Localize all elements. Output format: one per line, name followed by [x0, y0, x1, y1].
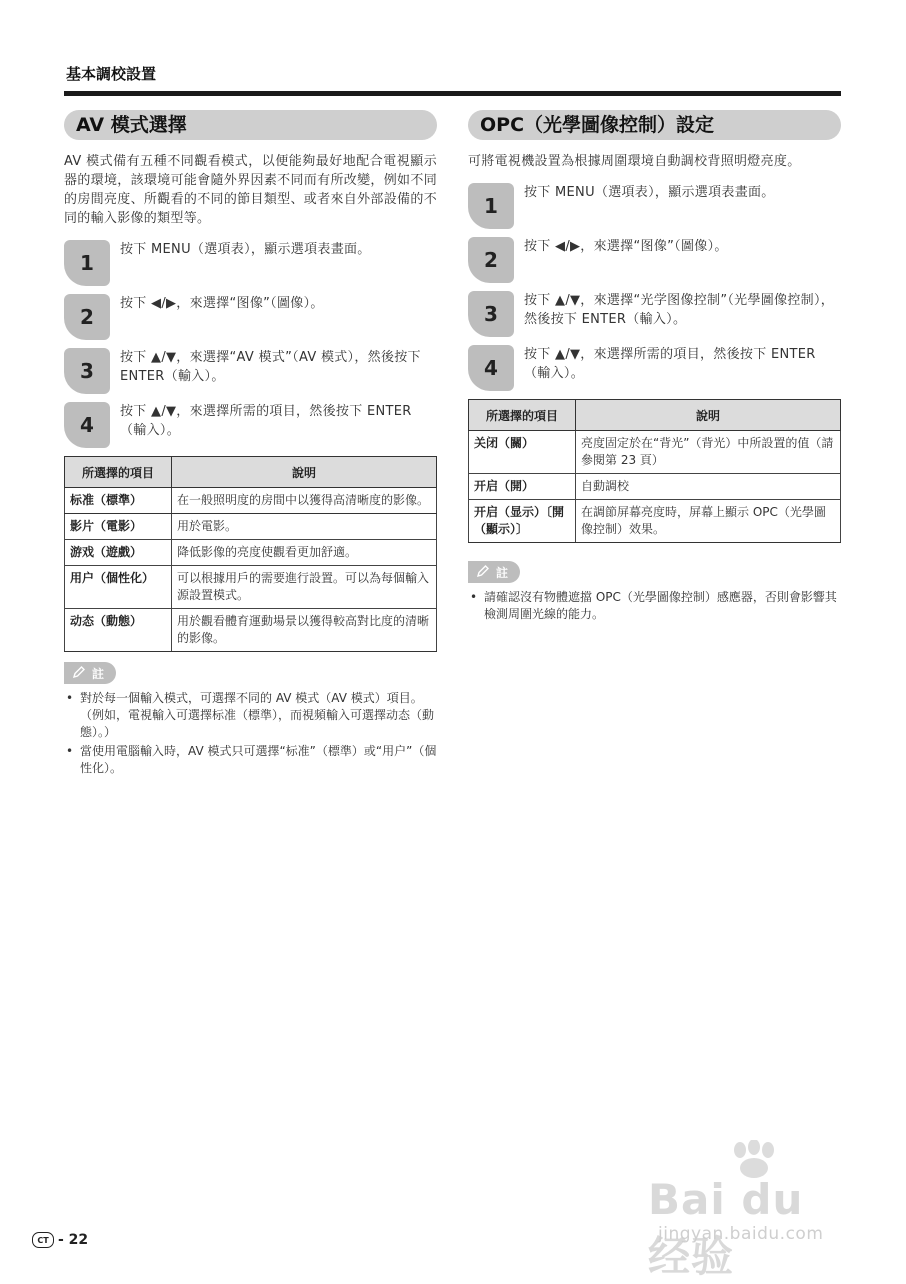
section-title-opc: OPC（光學圖像控制）設定 [468, 110, 841, 140]
table-row [469, 431, 841, 474]
table-cell-desc: 可以根據用戶的需要進行設置。可以為每個輸入源設置模式。 [172, 566, 437, 609]
opc-section [468, 110, 841, 625]
table-row [469, 500, 841, 543]
step-number: 2 [468, 237, 514, 283]
page-number: - 22 [58, 1232, 89, 1248]
step-number: 3 [64, 348, 110, 394]
table-header-desc: 說明 [172, 457, 437, 488]
step [64, 240, 437, 288]
note-item: • 請確認沒有物體遮擋 OPC（光學圖像控制）感應器，否則會影響其檢測周圍光線的能力。 [468, 589, 841, 623]
step-text: 按下 MENU（選項表），顯示選項表畫面。 [524, 185, 775, 200]
av-mode-section [64, 110, 437, 779]
step [468, 237, 841, 285]
note-item: • 對於每一個輸入模式，可選擇不同的 AV 模式（AV 模式）項目。（例如，電視輸入可選擇标准（標準），而視頻輸入可選擇动态（動態）。） [64, 690, 437, 741]
pencil-icon [476, 564, 490, 581]
opc-steps [468, 183, 841, 393]
table-header-item: 所選擇的項目 [65, 457, 172, 488]
table-cell-item: 关闭（關） [469, 431, 576, 474]
table-cell-item: 动态（動態） [65, 609, 172, 652]
opc-intro: 可將電視機設置為根據周圍環境自動調校背照明燈亮度。 [468, 154, 801, 169]
language-badge: CT [32, 1232, 54, 1248]
note-item: • 當使用電腦輸入時，AV 模式只可選擇“标准”（標準）或“用户”（個性化）。 [64, 743, 437, 777]
table-header-item: 所選擇的項目 [469, 400, 576, 431]
table-cell-desc: 在調節屏幕亮度時，屏幕上顯示 OPC（光學圖像控制）效果。 [576, 500, 841, 543]
paw-icon [718, 1140, 788, 1180]
table-header-desc: 說明 [576, 400, 841, 431]
table-row [65, 540, 437, 566]
table-cell-desc: 自動調校 [576, 474, 841, 500]
step-text: 按下 ▲/▼，來選擇“AV 模式”（AV 模式），然後按下 ENTER（輸入）。 [120, 350, 421, 384]
av-mode-table [64, 456, 437, 652]
table-cell-item: 游戏（遊戲） [65, 540, 172, 566]
step [64, 402, 437, 450]
step-text: 按下 ◀/▶，來選擇“图像”（圖像）。 [524, 239, 728, 254]
step-number: 1 [468, 183, 514, 229]
baidu-watermark [648, 1140, 858, 1281]
note-label: 註 [496, 565, 509, 580]
note-list [468, 589, 841, 623]
note-block [64, 662, 437, 777]
page-footer [32, 1232, 88, 1248]
step-text: 按下 ◀/▶，來選擇“图像”（圖像）。 [120, 296, 324, 311]
table-cell-item: 影片（電影） [65, 514, 172, 540]
note-list [64, 690, 437, 777]
table-cell-item: 用户（個性化） [65, 566, 172, 609]
step-number: 4 [468, 345, 514, 391]
note-tab [468, 561, 520, 583]
table-cell-desc: 用於觀看體育運動場景以獲得較高對比度的清晰的影像。 [172, 609, 437, 652]
header-rule [64, 91, 841, 96]
opc-table [468, 399, 841, 543]
section-title-av-mode: AV 模式選擇 [64, 110, 437, 140]
step-text: 按下 MENU（選項表），顯示選項表畫面。 [120, 242, 371, 257]
table-row [469, 474, 841, 500]
table-row [65, 566, 437, 609]
table-cell-desc: 亮度固定於在“背光”（背光）中所設置的值（請參閱第 23 頁） [576, 431, 841, 474]
note-label: 註 [92, 666, 105, 681]
step [64, 348, 437, 396]
table-row [65, 609, 437, 652]
step [64, 294, 437, 342]
table-cell-item: 开启（開） [469, 474, 576, 500]
watermark-url: jingyan.baidu.com [658, 1224, 824, 1244]
av-mode-steps [64, 240, 437, 450]
note-tab [64, 662, 116, 684]
step-text: 按下 ▲/▼，來選擇“光学图像控制”（光學圖像控制），然後按下 ENTER（輸入）。 [524, 293, 835, 327]
table-cell-item: 开启（显示）〔開（顯示）〕 [469, 500, 576, 543]
step [468, 183, 841, 231]
table-row [65, 514, 437, 540]
step-number: 4 [64, 402, 110, 448]
note-block [468, 561, 841, 623]
step-number: 1 [64, 240, 110, 286]
page-header: 基本調校設置 [66, 65, 157, 83]
table-row [65, 488, 437, 514]
watermark-brand: Bai du 经验 [648, 1175, 804, 1281]
step-text: 按下 ▲/▼，來選擇所需的項目，然後按下 ENTER（輸入）。 [524, 347, 816, 381]
step [468, 345, 841, 393]
step-number: 2 [64, 294, 110, 340]
step [468, 291, 841, 339]
table-cell-item: 标准（標準） [65, 488, 172, 514]
table-cell-desc: 用於電影。 [172, 514, 437, 540]
table-cell-desc: 降低影像的亮度使觀看更加舒適。 [172, 540, 437, 566]
pencil-icon [72, 665, 86, 682]
av-mode-intro: AV 模式備有五種不同觀看模式，以便能夠最好地配合電視顯示器的環境，該環境可能會隨外界因素不同而有所改變，例如不同的房間亮度、所觀看的不同的節目類型、或者來自外部設備的不同的輸入影像的類型等。 [64, 154, 437, 226]
step-number: 3 [468, 291, 514, 337]
table-cell-desc: 在一般照明度的房間中以獲得高清晰度的影像。 [172, 488, 437, 514]
step-text: 按下 ▲/▼，來選擇所需的項目，然後按下 ENTER（輸入）。 [120, 404, 412, 438]
